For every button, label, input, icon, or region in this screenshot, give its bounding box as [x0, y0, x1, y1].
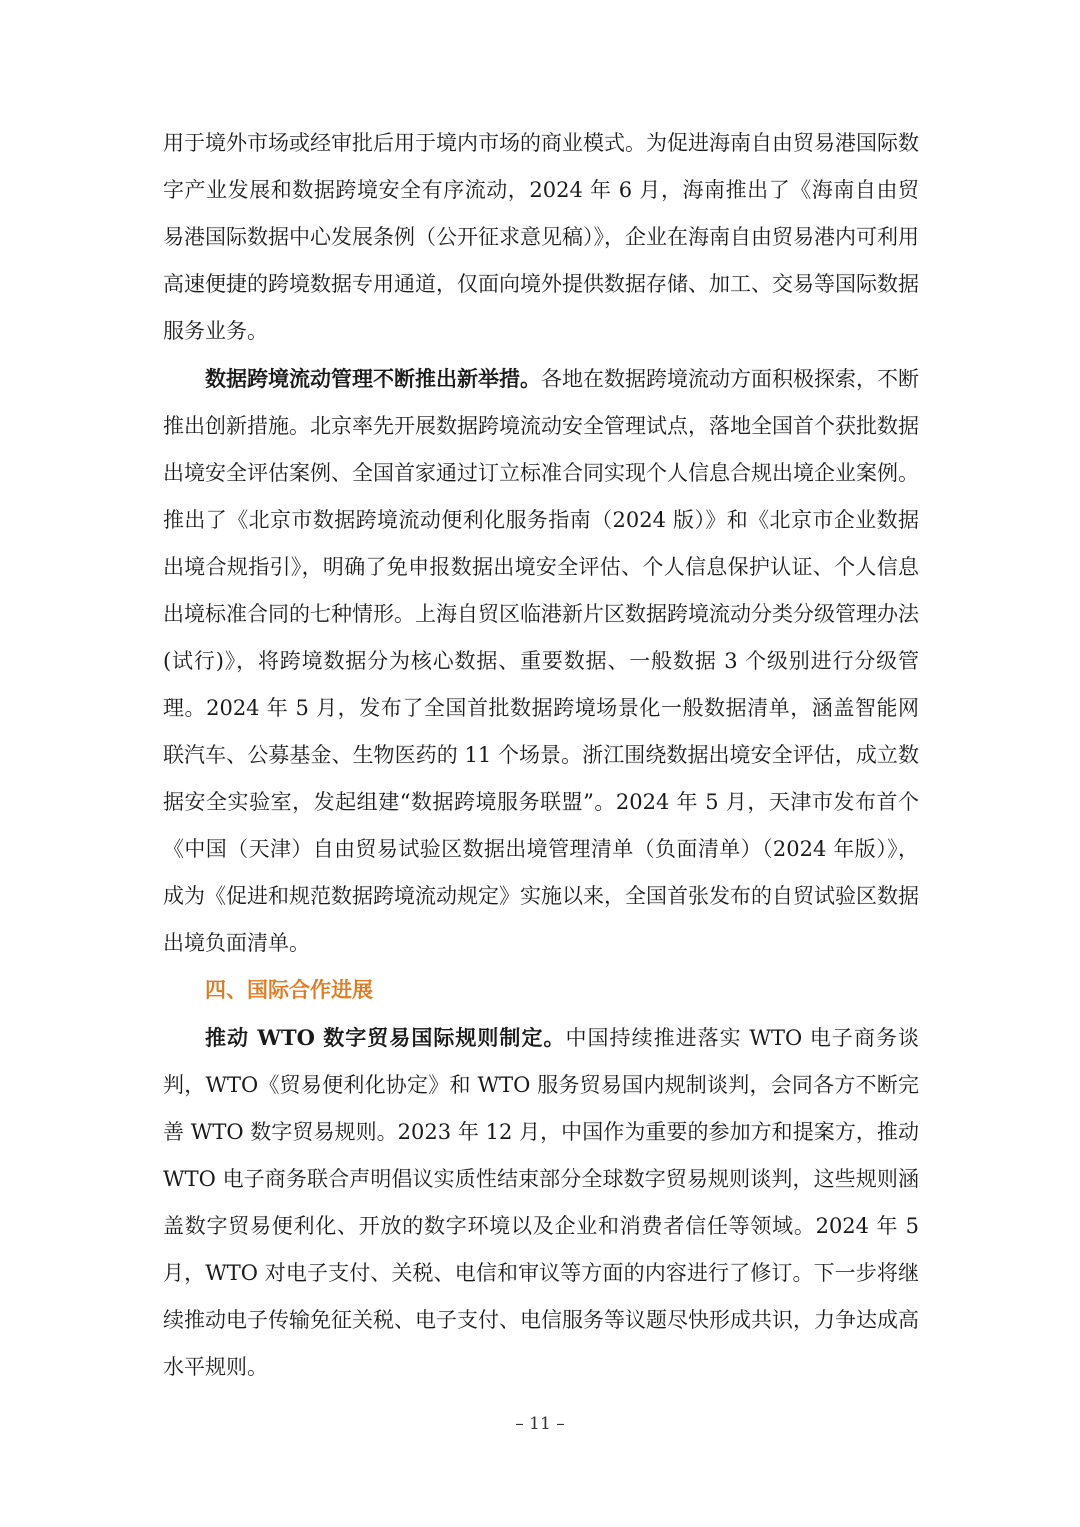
page-number: – 11 – — [515, 1414, 565, 1434]
paragraph-hainan-text: 用于境外市场或经审批后用于境内市场的商业模式。为促进海南自由贸易港国际数字产业发展和数据跨境安全有序流动，2024 年 6 月，海南推出了《海南自由贸易港国际数据中心发展条例（公开征求意见稿）》，企业在海南自由贸易港内可利用高速便捷的跨境数据专用通道，仅面向境外提供数据存储、加工、交易等国际数据服务业务。 — [163, 131, 919, 343]
paragraph-lead-bold-wto: 推动 WTO 数字贸易国际规则制定。 — [205, 1025, 566, 1050]
paragraph-hainan — [163, 120, 919, 355]
paragraph-body-text-wto: 中国持续推进落实 WTO 电子商务谈判，WTO《贸易便利化协定》和 WTO 服务贸易国内规制谈判，会同各方不断完善 WTO 数字贸易规则。2023 年 12 月，中国作为重要的参加方和提案方，推动 WTO 电子商务联合声明倡议实质性结束部分全球数字贸易规则谈判，这些规则涵盖数字贸易便利化、开放的数字环境以及企业和消费者信任等领域。2024 年 5 月，WTO 对电子支付、关税、电信和审议等方面的内容进行了修订。下一步将继续推动电子传输免征关税、电子支付、电信服务等议题尽快形成共识，力争达成高水平规则。 — [163, 1026, 919, 1379]
paragraph-lead-bold: 数据跨境流动管理不断推出新举措。 — [205, 366, 541, 391]
section-heading: 四、国际合作进展 — [205, 978, 373, 1002]
paragraph-wto — [163, 1014, 919, 1391]
document-page — [163, 120, 919, 1391]
paragraph-body-text: 各地在数据跨境流动方面积极探索，不断推出创新措施。北京率先开展数据跨境流动安全管理试点，落地全国首个获批数据出境安全评估案例、全国首家通过订立标准合同实现个人信息合规出境企业案例。推出了《北京市数据跨境流动便利化服务指南（2024 版）》和《北京市企业数据出境合规指引》，明确了免申报数据出境安全评估、个人信息保护认证、个人信息出境标准合同的七种情形。上海自贸区临港新片区数据跨境流动分类分级管理办法(试行)》，将跨境数据分为核心数据、重要数据、一般数据 3 个级别进行分级管理。2024 年 5 月，发布了全国首批数据跨境场景化一般数据清单，涵盖智能网联汽车、公募基金、生物医药的 11 个场景。浙江围绕数据出境安全评估，成立数据安全实验室，发起组建“数据跨境服务联盟”。2024 年 5 月，天津市发布首个《中国（天津）自由贸易试验区数据出境管理清单（负面清单）（2024 年版）》，成为《促进和规范数据跨境流动规定》实施以来，全国首张发布的自贸试验区数据出境负面清单。 — [163, 367, 919, 955]
paragraph-cross-border-measures — [163, 355, 919, 967]
